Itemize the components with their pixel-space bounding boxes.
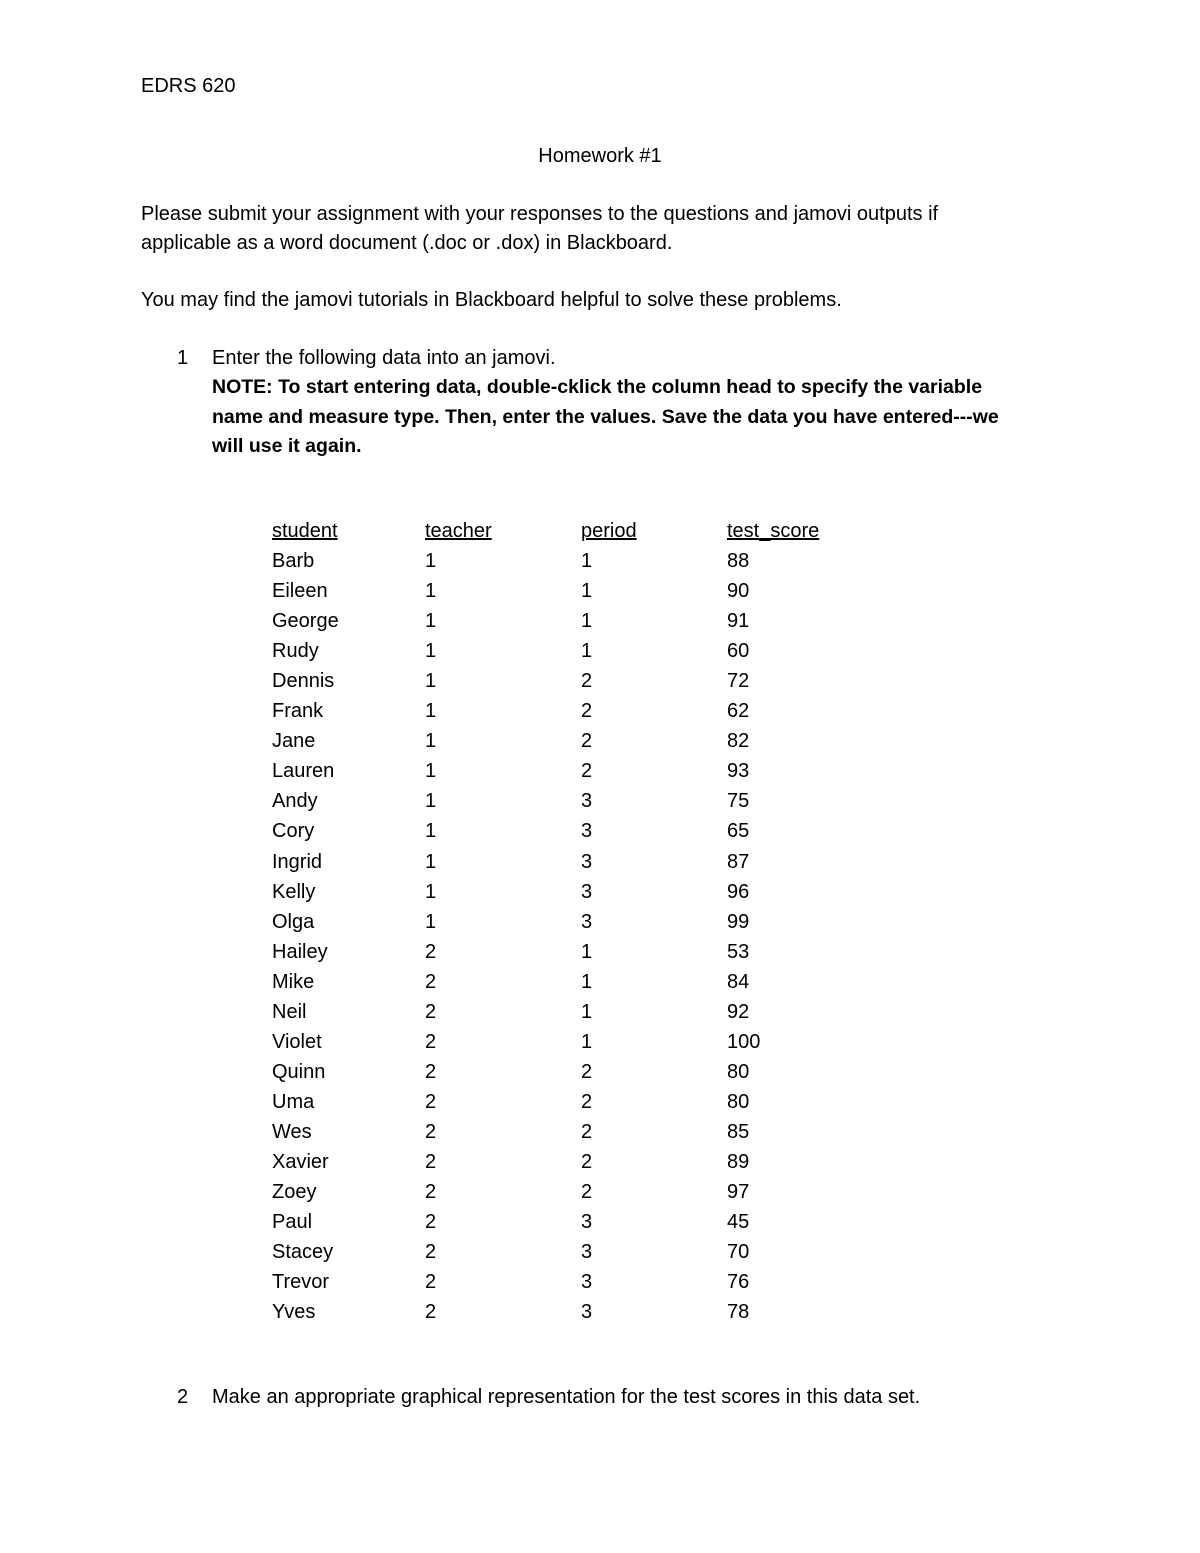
- cell-student: Stacey: [272, 1241, 334, 1264]
- cell-period: 2: [581, 1150, 593, 1173]
- cell-student: Mike: [272, 970, 315, 993]
- cell-teacher: 2: [425, 1181, 437, 1204]
- cell-period: 3: [581, 910, 593, 933]
- cell-teacher: 1: [425, 640, 437, 663]
- table-row: [272, 546, 867, 576]
- cell-test-score: 75: [727, 790, 750, 813]
- cell-student: Trevor: [272, 1271, 330, 1294]
- cell-test-score: 99: [727, 910, 750, 933]
- cell-teacher: 1: [425, 610, 437, 633]
- table-row: [272, 756, 867, 786]
- cell-test-score: 89: [727, 1150, 750, 1173]
- course-code: EDRS 620: [141, 75, 236, 97]
- cell-teacher: 1: [425, 670, 437, 693]
- question-1-number: 1: [177, 347, 189, 369]
- table-row: [272, 997, 867, 1027]
- cell-period: 3: [581, 880, 593, 903]
- cell-test-score: 90: [727, 580, 750, 603]
- cell-period: 1: [581, 550, 593, 573]
- cell-student: Cory: [272, 820, 315, 843]
- cell-student: Kelly: [272, 880, 316, 903]
- cell-period: 1: [581, 940, 593, 963]
- cell-teacher: 2: [425, 1120, 437, 1143]
- cell-teacher: 2: [425, 1241, 437, 1264]
- cell-test-score: 97: [727, 1181, 750, 1204]
- cell-period: 3: [581, 790, 593, 813]
- cell-student: Eileen: [272, 580, 328, 603]
- cell-student: Frank: [272, 700, 324, 723]
- cell-teacher: 2: [425, 1150, 437, 1173]
- cell-teacher: 2: [425, 1030, 437, 1053]
- cell-period: 1: [581, 610, 593, 633]
- column-header-test-score: test_score: [727, 520, 820, 542]
- table-row: [272, 1207, 867, 1237]
- table-row: [272, 1237, 867, 1267]
- table-row: [272, 1057, 867, 1087]
- instructions-line-1: Please submit your assignment with your responses to the questions and jamovi outputs if: [141, 203, 939, 225]
- cell-student: Andy: [272, 790, 318, 813]
- table-row: [272, 1147, 867, 1177]
- table-row: [272, 877, 867, 907]
- page-title: Homework #1: [538, 145, 662, 167]
- table-row: [272, 726, 867, 756]
- cell-test-score: 65: [727, 820, 750, 843]
- cell-teacher: 1: [425, 850, 437, 873]
- student-data-table: [272, 516, 867, 1327]
- cell-teacher: 2: [425, 1211, 437, 1234]
- tutorials-paragraph: You may find the jamovi tutorials in Blackboard helpful to solve these problems.: [141, 289, 842, 311]
- cell-student: Barb: [272, 550, 315, 573]
- cell-teacher: 1: [425, 550, 437, 573]
- cell-student: Zoey: [272, 1181, 317, 1204]
- cell-period: 2: [581, 1120, 593, 1143]
- cell-test-score: 70: [727, 1241, 750, 1264]
- cell-test-score: 53: [727, 940, 750, 963]
- cell-test-score: 85: [727, 1120, 750, 1143]
- instructions-line-2: applicable as a word document (.doc or .dox) in Blackboard.: [141, 232, 673, 254]
- note-line-1: NOTE: To start entering data, double-cklick the column head to specify the variable: [212, 376, 983, 398]
- question-1-text: Enter the following data into an jamovi.: [212, 347, 556, 369]
- cell-period: 3: [581, 1271, 593, 1294]
- cell-teacher: 1: [425, 790, 437, 813]
- cell-period: 3: [581, 1301, 593, 1324]
- cell-teacher: 2: [425, 1000, 437, 1023]
- column-header-period: period: [581, 520, 637, 542]
- cell-teacher: 2: [425, 940, 437, 963]
- cell-test-score: 78: [727, 1301, 750, 1324]
- question-2-number: 2: [177, 1386, 189, 1408]
- table-row: [272, 1027, 867, 1057]
- cell-student: Hailey: [272, 940, 328, 963]
- cell-test-score: 62: [727, 700, 750, 723]
- table-row: [272, 967, 867, 997]
- cell-teacher: 2: [425, 1301, 437, 1324]
- cell-test-score: 100: [727, 1030, 761, 1053]
- cell-test-score: 80: [727, 1060, 750, 1083]
- table-row: [272, 816, 867, 846]
- column-header-teacher: teacher: [425, 520, 492, 542]
- cell-student: Olga: [272, 910, 315, 933]
- cell-period: 2: [581, 1090, 593, 1113]
- cell-student: Wes: [272, 1120, 312, 1143]
- cell-test-score: 96: [727, 880, 750, 903]
- cell-test-score: 60: [727, 640, 750, 663]
- cell-student: Jane: [272, 730, 316, 753]
- cell-teacher: 2: [425, 1271, 437, 1294]
- cell-period: 2: [581, 670, 593, 693]
- cell-test-score: 93: [727, 760, 750, 783]
- cell-student: Yves: [272, 1301, 316, 1324]
- cell-period: 1: [581, 640, 593, 663]
- cell-teacher: 1: [425, 910, 437, 933]
- cell-student: Xavier: [272, 1150, 329, 1173]
- cell-student: Quinn: [272, 1060, 326, 1083]
- cell-period: 2: [581, 760, 593, 783]
- table-row: [272, 696, 867, 726]
- column-header-student: student: [272, 520, 338, 542]
- cell-student: Ingrid: [272, 850, 323, 873]
- cell-test-score: 87: [727, 850, 750, 873]
- table-row: [272, 1087, 867, 1117]
- table-row: [272, 606, 867, 636]
- cell-teacher: 2: [425, 1090, 437, 1113]
- cell-student: Lauren: [272, 760, 335, 783]
- cell-period: 3: [581, 850, 593, 873]
- cell-student: Dennis: [272, 670, 335, 693]
- cell-student: Paul: [272, 1211, 313, 1234]
- cell-period: 3: [581, 1211, 593, 1234]
- table-header-row: [272, 516, 867, 546]
- table-row: [272, 1297, 867, 1327]
- cell-test-score: 88: [727, 550, 750, 573]
- cell-test-score: 82: [727, 730, 750, 753]
- cell-period: 2: [581, 700, 593, 723]
- cell-period: 2: [581, 1181, 593, 1204]
- table-row: [272, 666, 867, 696]
- cell-period: 2: [581, 1060, 593, 1083]
- cell-test-score: 91: [727, 610, 750, 633]
- note-line-2: name and measure type. Then, enter the values. Save the data you have entered---we: [212, 405, 999, 428]
- cell-teacher: 1: [425, 760, 437, 783]
- cell-student: George: [272, 610, 339, 633]
- question-2-text: Make an appropriate graphical representation for the test scores in this data set.: [212, 1386, 921, 1408]
- table-row: [272, 1267, 867, 1297]
- cell-student: Uma: [272, 1090, 315, 1113]
- table-row: [272, 576, 867, 606]
- question-1-note: [212, 373, 1092, 462]
- cell-test-score: 45: [727, 1211, 750, 1234]
- cell-period: 1: [581, 970, 593, 993]
- cell-student: Neil: [272, 1000, 307, 1023]
- table-row: [272, 937, 867, 967]
- cell-period: 2: [581, 730, 593, 753]
- cell-teacher: 1: [425, 820, 437, 843]
- table-row: [272, 1117, 867, 1147]
- cell-test-score: 84: [727, 970, 750, 993]
- table-row: [272, 786, 867, 816]
- cell-period: 3: [581, 820, 593, 843]
- cell-test-score: 92: [727, 1000, 750, 1023]
- table-row: [272, 636, 867, 666]
- table-row: [272, 847, 867, 877]
- cell-teacher: 2: [425, 1060, 437, 1083]
- note-line-3: will use it again.: [212, 435, 362, 457]
- instructions-paragraph: [141, 200, 938, 258]
- table-row: [272, 1177, 867, 1207]
- cell-teacher: 1: [425, 580, 437, 603]
- cell-student: Violet: [272, 1030, 322, 1053]
- cell-test-score: 72: [727, 670, 750, 693]
- cell-period: 1: [581, 1030, 593, 1053]
- cell-period: 1: [581, 580, 593, 603]
- cell-teacher: 1: [425, 700, 437, 723]
- cell-test-score: 80: [727, 1090, 750, 1113]
- table-row: [272, 907, 867, 937]
- cell-student: Rudy: [272, 640, 319, 663]
- cell-teacher: 1: [425, 730, 437, 753]
- cell-teacher: 1: [425, 880, 437, 903]
- cell-period: 1: [581, 1000, 593, 1023]
- cell-teacher: 2: [425, 970, 437, 993]
- cell-test-score: 76: [727, 1271, 750, 1294]
- cell-period: 3: [581, 1241, 593, 1264]
